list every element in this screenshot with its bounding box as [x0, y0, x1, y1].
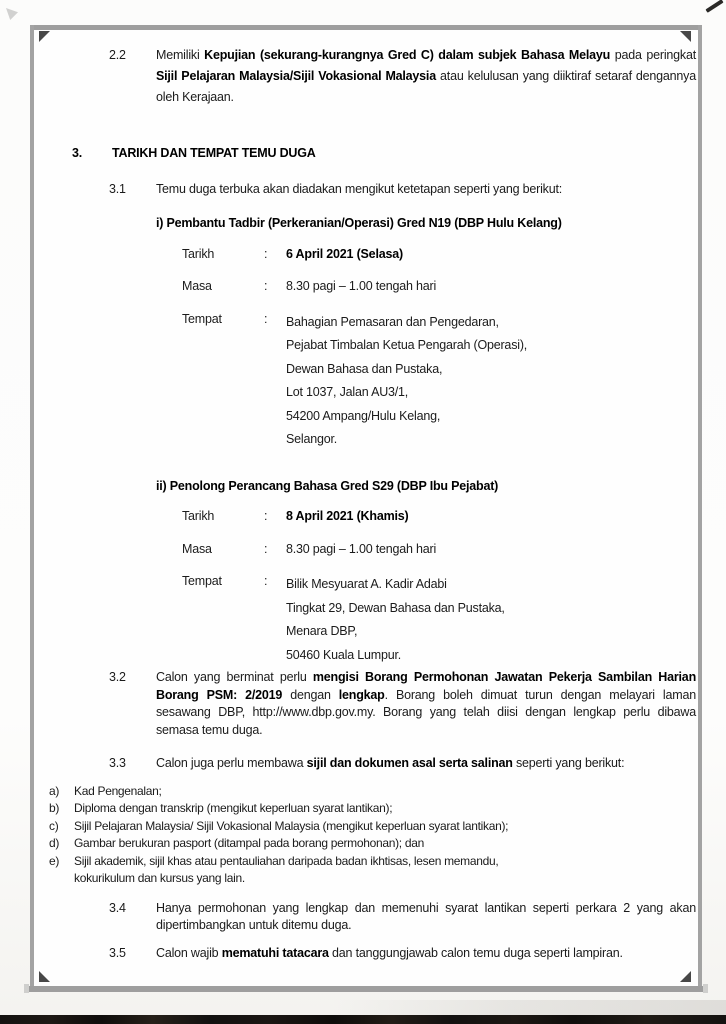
event-row-value: [286, 246, 696, 264]
clause-text: [156, 945, 696, 963]
corner-artifact-top-right-icon: [705, 0, 723, 13]
checklist-item: [49, 818, 696, 836]
checklist-item-line: Diploma dengan transkrip (mengikut keperluan syarat lantikan);: [74, 801, 393, 815]
event-row-value: [286, 573, 696, 667]
event-row-value: [286, 541, 696, 559]
section-number: 3.: [72, 146, 83, 160]
frame-border-right: [698, 25, 702, 986]
text-run: seperti yang berikut:: [512, 756, 625, 770]
text-run: Memiliki: [156, 48, 205, 62]
event-detail-row: [182, 278, 696, 296]
clause-2-2: [34, 45, 696, 108]
checklist-item-text: [74, 783, 696, 801]
event-value-line: Pejabat Timbalan Ketua Pengarah (Operasi),: [286, 338, 528, 352]
clause-text: [156, 45, 696, 108]
clause-text: Temu duga terbuka akan diadakan mengikut ketetapan seperti yang berikut:: [156, 181, 563, 196]
bold-text-run: mematuhi tatacara: [221, 945, 329, 960]
interview-event-1: [156, 215, 696, 452]
clause-3-5: [34, 945, 696, 963]
event-detail-row: [182, 246, 696, 264]
checklist-item: [49, 853, 696, 888]
text-run: dan tanggungjawab calon temu duga seperti lampiran.: [328, 945, 623, 960]
checklist-item-line: Sijil akademik, sijil khas atau pentauliahan daripada badan ikhtisas, lesen memandu,: [74, 853, 499, 868]
text-run: Calon yang berminat perlu: [156, 670, 313, 684]
document-content: [34, 30, 696, 980]
event-value-line: Lot 1037, Jalan AU3/1,: [286, 385, 409, 399]
clause-number: 3.1: [109, 181, 126, 196]
event-row-value: [286, 508, 696, 526]
checklist-item-text: [74, 835, 696, 853]
checklist-item-letter: e): [49, 853, 60, 868]
event-value-line: 8.30 pagi – 1.00 tengah hari: [286, 541, 437, 556]
text-run: . Borang boleh dimuat turun dengan melayari laman sesawang DBP, http://www.dbp.gov.my. Borang yang telah diisi dengan lengkap perlu dibawa semasa temu duga.: [156, 687, 696, 737]
checklist-item-letter: d): [49, 836, 60, 850]
event-row-label: Tarikh: [182, 246, 215, 261]
clause-3-4: [34, 900, 696, 935]
event-heading: i) Pembantu Tadbir (Perkeranian/Operasi) Gred N19 (DBP Hulu Kelang): [156, 216, 562, 230]
bold-text-run: lengkap: [338, 687, 385, 702]
clause-text: [156, 669, 696, 739]
checklist-item-line: kokurikulum dan kursus yang lain.: [74, 871, 245, 885]
checklist-item-line: Kad Pengenalan;: [74, 783, 162, 798]
frame-border-bottom: [25, 986, 707, 992]
event-row-label: Tarikh: [182, 509, 215, 523]
checklist-item-text: [74, 818, 696, 836]
event-value-line: Bilik Mesyuarat A. Kadir Adabi: [286, 577, 447, 591]
clause-text: [156, 900, 696, 935]
event-value-line: 8 April 2021 (Khamis): [286, 509, 409, 523]
section-title: TARIKH DAN TEMPAT TEMU DUGA: [112, 146, 316, 160]
bold-text-run: Sijil Pelajaran Malaysia/Sijil Vokasional Malaysia: [156, 69, 436, 83]
text-run: Calon juga perlu membawa: [156, 756, 307, 770]
bold-text-run: mengisi Borang Permohonan Jawatan Pekerja Sambilan Harian Borang PSM: 2/2019: [156, 670, 696, 702]
bold-text-run: sijil dan dokumen asal serta salinan: [306, 756, 513, 770]
event-row-label: Tempat: [182, 311, 222, 326]
event-row-colon: :: [264, 574, 268, 588]
checklist-item-letter: a): [49, 783, 60, 798]
page-border-frame: [30, 25, 702, 986]
event-row-value: [286, 278, 696, 296]
interview-events: [156, 215, 696, 667]
event-value-line: Tingkat 29, Dewan Bahasa dan Pustaka,: [286, 600, 505, 615]
checklist-item-text: [74, 800, 696, 818]
checklist-item-text: [74, 853, 696, 888]
text-run: atau kelulusan yang diiktiraf setaraf dengannya oleh Kerajaan.: [156, 69, 696, 104]
checklist-item-line: Gambar berukuran pasport (ditampal pada borang permohonan); dan: [74, 836, 424, 850]
text-run: pada peringkat: [610, 48, 696, 62]
event-row-colon: :: [264, 541, 268, 556]
event-row-colon: :: [264, 509, 268, 523]
event-row-colon: :: [264, 311, 268, 326]
checklist-item: [49, 800, 696, 818]
bold-text-run: Kepujian (sekurang-kurangnya Gred C) dalam subjek Bahasa Melayu: [204, 48, 611, 62]
clause-3-3: [34, 755, 696, 888]
event-value-line: Dewan Bahasa dan Pustaka,: [286, 361, 443, 376]
text-run: Hanya permohonan yang lengkap dan memenuhi syarat lantikan seperti perkara 2 yang akan dipertimbangkan untuk ditemu duga.: [156, 900, 696, 932]
document-checklist: [25, 783, 696, 888]
clause-3-2: [34, 669, 696, 739]
event-value-line: Menara DBP,: [286, 624, 358, 638]
event-value-line: 50460 Kuala Lumpur.: [286, 647, 402, 662]
event-row-label: Masa: [182, 541, 212, 556]
text-run: dengan: [282, 687, 339, 702]
event-detail-row: [182, 508, 696, 526]
photo-bottom-edge: [0, 1015, 726, 1024]
clause-3-3-intro: [156, 755, 696, 773]
checklist-item-line: Sijil Pelajaran Malaysia/ Sijil Vokasional Malaysia (mengikut keperluan syarat lantikan);: [74, 818, 509, 833]
checklist-item-letter: b): [49, 801, 60, 815]
event-value-line: 6 April 2021 (Selasa): [286, 246, 403, 261]
photo-shadow: [330, 1000, 726, 1015]
clause-number: 3.3: [109, 756, 126, 770]
clause-number: 3.2: [109, 670, 126, 684]
checklist-item: [49, 783, 696, 801]
clause-number: 2.2: [109, 48, 126, 62]
checklist-item: [49, 835, 696, 853]
corner-artifact-top-left-icon: [6, 8, 18, 20]
event-heading: ii) Penolong Perancang Bahasa Gred S29 (DBP Ibu Pejabat): [156, 478, 499, 493]
event-row-colon: :: [264, 246, 268, 261]
event-row-label: Masa: [182, 279, 212, 293]
event-row-value: [286, 311, 696, 452]
clause-3-1: [34, 181, 696, 199]
clause-number: 3.5: [109, 945, 126, 960]
event-value-line: 54200 Ampang/Hulu Kelang,: [286, 408, 441, 423]
event-detail-row: [182, 541, 696, 559]
clause-number: 3.4: [109, 900, 126, 915]
event-value-line: Selangor.: [286, 432, 338, 446]
checklist-item-letter: c): [49, 818, 59, 833]
event-detail-row: [182, 311, 696, 452]
event-row-label: Tempat: [182, 574, 222, 588]
event-row-colon: :: [264, 279, 268, 293]
event-detail-row: [182, 573, 696, 667]
event-value-line: Bahagian Pemasaran dan Pengedaran,: [286, 314, 499, 329]
interview-event-2: [156, 478, 696, 668]
text-run: Calon wajib: [156, 945, 222, 960]
section-3-heading: [34, 145, 696, 163]
event-value-line: 8.30 pagi – 1.00 tengah hari: [286, 279, 437, 293]
